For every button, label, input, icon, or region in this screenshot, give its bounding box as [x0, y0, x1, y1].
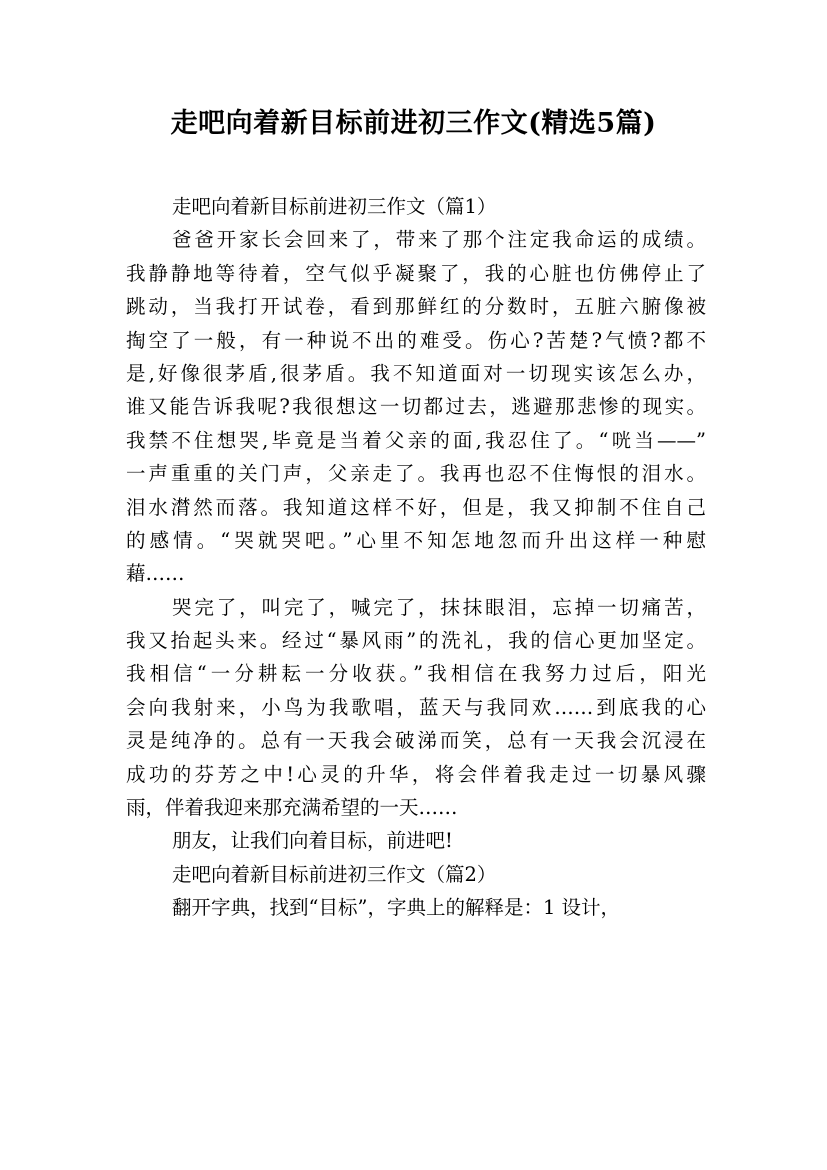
text-line: 雨，伴着我迎来那充满希望的一天…… — [126, 796, 458, 820]
text-line: 谁又能告诉我呢?我很想这一切都过去，逃避那悲惨的现实。 — [126, 395, 706, 419]
text-line: 灵是纯净的。总有一天我会破涕而笑，总有一天我会沉浸在 — [126, 729, 706, 753]
text-line: 翻开字典，找到“目标”，字典上的解释是：1 设计， — [172, 896, 621, 920]
document-title: 走吧向着新目标前进初三作文(精选5篇) — [170, 108, 657, 139]
text-line: 掏空了一般，有一种说不出的难受。伤心?苦楚?气愤?都不 — [126, 328, 706, 352]
text-line: 我禁不住想哭,毕竟是当着父亲的面,我忍住了。“咣当——” — [126, 428, 706, 452]
section-heading-2: 走吧向着新目标前进初三作文（篇2） — [172, 862, 497, 886]
text-line: 会向我射来，小鸟为我歌唱，蓝天与我同欢……到底我的心 — [126, 695, 706, 719]
text-line: 藉…… — [126, 562, 185, 586]
text-line: 我静静地等待着，空气似乎凝聚了，我的心脏也仿佛停止了 — [126, 261, 706, 285]
text-line: 爸爸开家长会回来了，带来了那个注定我命运的成绩。 — [172, 228, 706, 252]
text-line: 泪水潸然而落。我知道这样不好，但是，我又抑制不住自己 — [126, 495, 706, 519]
text-line: 跳动，当我打开试卷，看到那鲜红的分数时，五脏六腑像被 — [126, 295, 706, 319]
text-line: 成功的芬芳之中!心灵的升华，将会伴着我走过一切暴风骤 — [126, 762, 706, 786]
section-heading-1: 走吧向着新目标前进初三作文（篇1） — [172, 195, 497, 218]
text-line: 是,好像很茅盾,很茅盾。我不知道面对一切现实该怎么办， — [126, 361, 706, 385]
text-line: 哭完了，叫完了，喊完了，抹抹眼泪，忘掉一切痛苦， — [172, 595, 706, 619]
text-line: 朋友，让我们向着目标，前进吧! — [172, 829, 453, 853]
text-line: 一声重重的关门声，父亲走了。我再也忍不住悔恨的泪水。 — [126, 462, 706, 486]
text-line: 我相信“一分耕耘一分收获。”我相信在我努力过后，阳光 — [126, 662, 706, 686]
document-body — [126, 190, 706, 925]
text-line: 的感情。“哭就哭吧。”心里不知怎地忽而升出这样一种慰 — [126, 528, 706, 552]
text-line: 我又抬起头来。经过“暴风雨”的洗礼，我的信心更加坚定。 — [126, 629, 706, 653]
